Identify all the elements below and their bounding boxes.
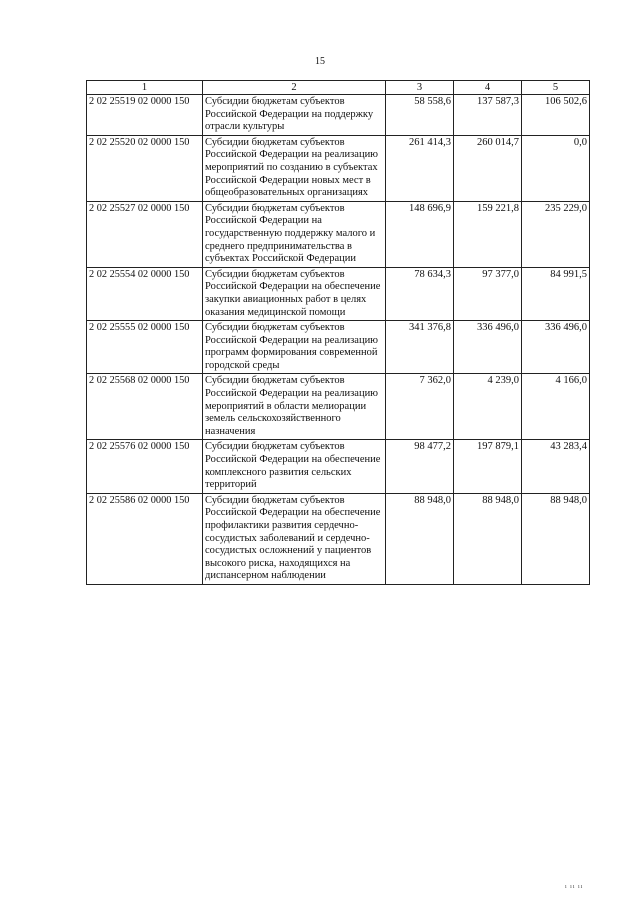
column-header-4: 4 [454, 81, 522, 95]
table-row [87, 135, 590, 201]
row-name: Субсидии бюджетам субъектов Российской Федерации на реализацию мероприятий в области мелиорации земель сельскохозяйственного назначения [203, 374, 386, 440]
table-row [87, 201, 590, 267]
row-value-3: 88 948,0 [386, 493, 454, 584]
row-code: 2 02 25576 02 0000 150 [87, 440, 203, 493]
table-row [87, 267, 590, 320]
row-value-5: 0,0 [522, 135, 590, 201]
row-code: 2 02 25520 02 0000 150 [87, 135, 203, 201]
row-code: 2 02 25519 02 0000 150 [87, 95, 203, 136]
column-header-3: 3 [386, 81, 454, 95]
row-value-5: 84 991,5 [522, 267, 590, 320]
row-name: Субсидии бюджетам субъектов Российской Федерации на поддержку отрасли культуры [203, 95, 386, 136]
row-value-3: 341 376,8 [386, 321, 454, 374]
row-name: Субсидии бюджетам субъектов Российской Федерации на обеспечение комплексного развития сельских территорий [203, 440, 386, 493]
row-value-4: 88 948,0 [454, 493, 522, 584]
row-name: Субсидии бюджетам субъектов Российской Федерации на обеспечение профилактики развития сердечно-сосудистых заболеваний и сердечно-сосудистых осложнений у пациентов высокого риска, находящихся на диспансерном наблюдении [203, 493, 386, 584]
row-value-3: 78 634,3 [386, 267, 454, 320]
table-row [87, 493, 590, 584]
page-number: 15 [315, 56, 325, 67]
row-value-4: 137 587,3 [454, 95, 522, 136]
row-value-3: 261 414,3 [386, 135, 454, 201]
column-header-2: 2 [203, 81, 386, 95]
row-value-4: 4 239,0 [454, 374, 522, 440]
row-value-4: 159 221,8 [454, 201, 522, 267]
row-code: 2 02 25554 02 0000 150 [87, 267, 203, 320]
scan-mark: ı ıı ıı [565, 884, 584, 890]
row-code: 2 02 25586 02 0000 150 [87, 493, 203, 584]
row-value-3: 7 362,0 [386, 374, 454, 440]
row-value-4: 197 879,1 [454, 440, 522, 493]
table-row [87, 374, 590, 440]
row-value-3: 148 696,9 [386, 201, 454, 267]
column-header-5: 5 [522, 81, 590, 95]
table-row [87, 440, 590, 493]
row-code: 2 02 25527 02 0000 150 [87, 201, 203, 267]
row-value-5: 235 229,0 [522, 201, 590, 267]
table-row [87, 321, 590, 374]
row-code: 2 02 25555 02 0000 150 [87, 321, 203, 374]
column-header-1: 1 [87, 81, 203, 95]
table-header-row [87, 81, 590, 95]
row-value-4: 97 377,0 [454, 267, 522, 320]
row-value-5: 43 283,4 [522, 440, 590, 493]
row-value-4: 260 014,7 [454, 135, 522, 201]
row-name: Субсидии бюджетам субъектов Российской Федерации на реализацию мероприятий по созданию в субъектах Российской Федерации новых мест в общеобразовательных организациях [203, 135, 386, 201]
row-value-3: 98 477,2 [386, 440, 454, 493]
row-value-4: 336 496,0 [454, 321, 522, 374]
row-value-5: 106 502,6 [522, 95, 590, 136]
table-row [87, 95, 590, 136]
row-name: Субсидии бюджетам субъектов Российской Федерации на реализацию программ формирования современной городской среды [203, 321, 386, 374]
row-value-3: 58 558,6 [386, 95, 454, 136]
row-value-5: 336 496,0 [522, 321, 590, 374]
row-code: 2 02 25568 02 0000 150 [87, 374, 203, 440]
budget-table [86, 80, 590, 585]
row-name: Субсидии бюджетам субъектов Российской Федерации на государственную поддержку малого и среднего предпринимательства в субъектах Российской Федерации [203, 201, 386, 267]
row-name: Субсидии бюджетам субъектов Российской Федерации на обеспечение закупки авиационных работ в целях оказания медицинской помощи [203, 267, 386, 320]
row-value-5: 88 948,0 [522, 493, 590, 584]
row-value-5: 4 166,0 [522, 374, 590, 440]
